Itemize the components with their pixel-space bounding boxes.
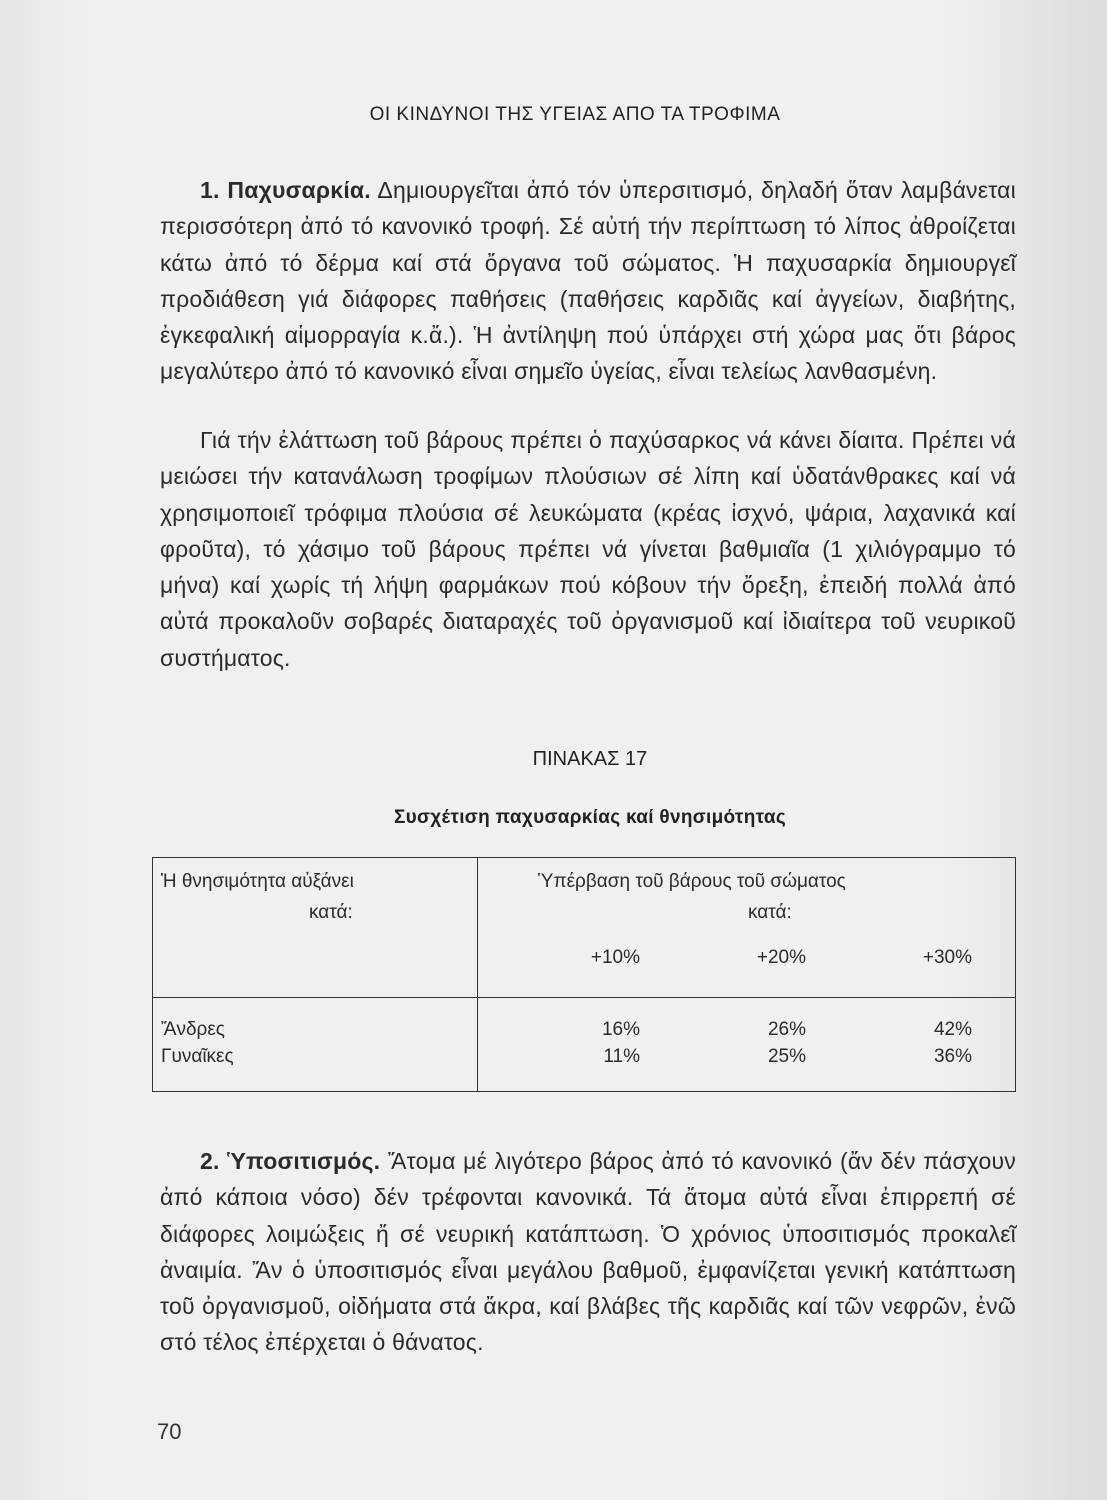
section-text-obesity: Δημιουργεῖται ἀπό τόν ὑπερσιτισμό, δηλαδή ὅταν λαμβάνεται περισσότερη ἀπό τό κανονικό τροφή. Σέ αὐτή τήν περίπτωση τό λίπος ἀθροίζεται κάτω ἀπό τό δέρμα καί στά ὄργανα τοῦ σώματος. Ἡ παχυσαρκία δημιουργεῖ προδιάθεση γιά διάφορες παθήσεις (παθήσεις καρδιᾶς καί ἀγγείων, διαβήτης, ἐγκεφαλική αἱμορραγία κ.ἄ.). Ἡ ἀντίληψη πού ὑπάρχει στή χώρα μας ὅτι βάρος μεγαλύτερο ἀπό τό κανονικό εἶναι σημεῖο ὑγείας, εἶναι τελείως λανθασμένη. — [160, 177, 1016, 385]
section-obesity — [160, 172, 1016, 390]
row-labels — [153, 998, 478, 1092]
table-cell: 25% — [767, 1046, 806, 1067]
section-heading-undernutrition: 2. Ὑποσιτισμός. — [200, 1148, 381, 1174]
table-cell: 36% — [933, 1046, 972, 1067]
section-undernutrition — [160, 1143, 1016, 1361]
row-label-women: Γυναῖκες — [161, 1046, 234, 1067]
column-header: +30% — [922, 947, 972, 968]
table-cell: 16% — [601, 1019, 640, 1040]
running-header: ΟΙ ΚΙΝΔΥΝΟΙ ΤΗΣ ΥΓΕΙΑΣ ΑΠΟ ΤΑ ΤΡΟΦΙΜΑ — [369, 104, 781, 125]
section-heading-obesity: 1. Παχυσαρκία. — [200, 177, 371, 203]
table-cell: 42% — [933, 1019, 972, 1040]
left-header-line1: Ἡ θνησιμότητα αὐξάνει — [161, 871, 354, 892]
row-label-men: Ἄνδρες — [161, 1019, 225, 1040]
table-cell: 11% — [603, 1046, 640, 1067]
table-title: Συσχέτιση παχυσαρκίας καί θνησιμότητας — [393, 807, 787, 828]
section-text-undernutrition: Ἄτομα μέ λιγότερο βάρος ἀπό τό κανονικό (ἄν δέν πάσχουν ἀπό κάποια νόσο) δέν τρέφονται κανονικά. Τά ἄτομα αὐτά εἶναι ἐπιρρεπή σέ διάφορες λοιμώξεις ἤ σέ νευρική κατάπτωση. Ὁ χρόνιος ὑποσιτισμός προκαλεῖ ἀναιμία. Ἄν ὁ ὑποσιτισμός εἶναι μεγάλου βαθμοῦ, ἐμφανίζεται γενική κατάπτωση τοῦ ὀργανισμοῦ, οἰδήματα στά ἄκρα, καί βλάβες τῆς καρδιᾶς καί τῶν νεφρῶν, ἐνῶ στό τέλος ἐπέρχεται ὁ θάνατος. — [160, 1148, 1016, 1356]
page-number: 70 — [157, 1419, 182, 1444]
paragraph-diet: Γιά τήν ἐλάττωση τοῦ βάρους πρέπει ὁ παχύσαρκος νά κάνει δίαιτα. Πρέπει νά μειώσει τήν κατανάλωση τροφίμων πλούσιων σέ λίπη καί ὑδατάνθρακες καί νά χρησιμοποιεῖ τρόφιμα πλούσια σέ λευκώματα (κρέας ἰσχνό, ψάρια, λαχανικά καί φροῦτα), τό χάσιμο τοῦ βάρους πρέπει νά γίνεται βαθμιαῖα (1 χιλιόγραμμο τό μήνα) καί χωρίς τή λήψη φαρμάκων πού κόβουν τήν ὄρεξη, ἐπειδή πολλά ἀπό αὐτά προκαλοῦν σοβαρές διαταραχές τοῦ ὀργανισμοῦ καί ἰδιαίτερα τοῦ νευρικοῦ συστήματος. — [160, 427, 1016, 671]
column-headers — [478, 942, 1015, 973]
table-number: ΠΙΝΑΚΑΣ 17 — [532, 748, 648, 770]
column-header: +10% — [590, 947, 640, 968]
table-row — [478, 1043, 1015, 1070]
table-right-header — [478, 858, 1016, 998]
row-values — [478, 998, 1016, 1092]
right-header-line1: Ὑπέρβαση τοῦ βάρους τοῦ σώματος — [538, 871, 846, 892]
table-left-header — [153, 858, 478, 998]
table-row — [478, 1016, 1015, 1043]
table-cell: 26% — [767, 1019, 806, 1040]
right-header-line2: κατά: — [748, 902, 792, 923]
column-header: +20% — [756, 947, 806, 968]
mortality-table — [152, 857, 1016, 1092]
left-header-line2: κατά: — [309, 902, 353, 923]
